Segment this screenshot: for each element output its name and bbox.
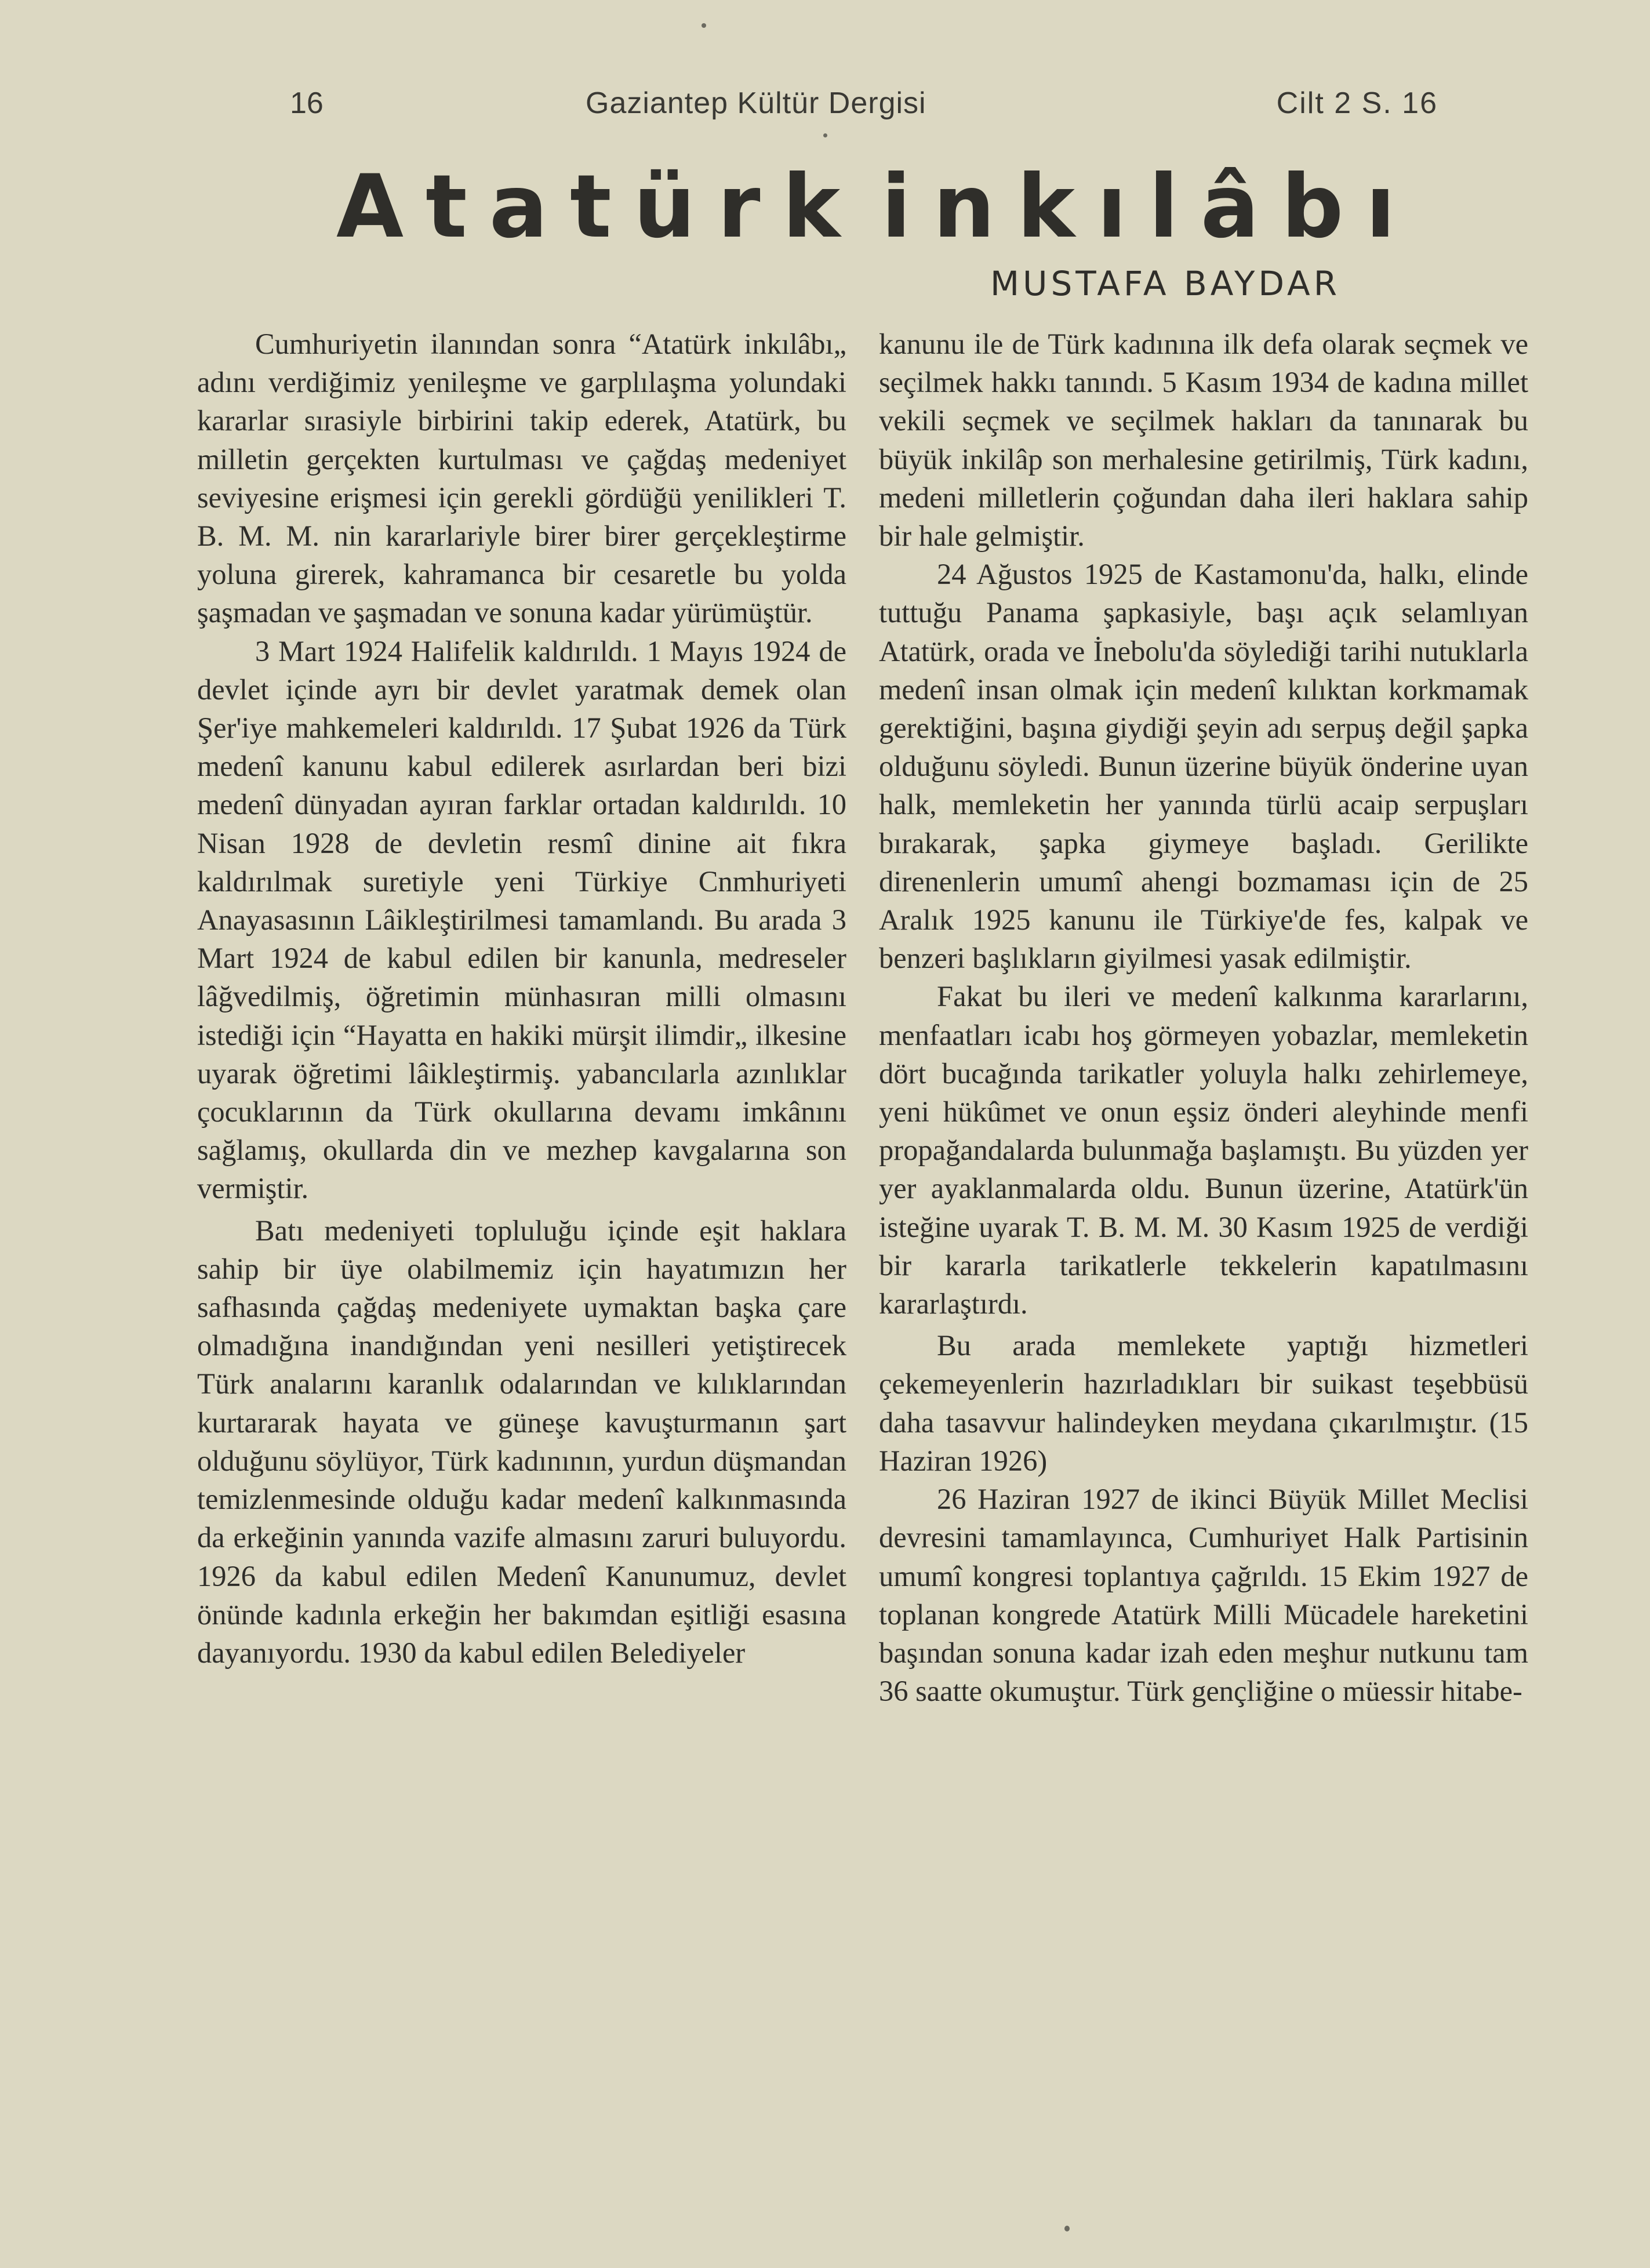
paragraph: Cumhuriyetin ilanından sonra “Atatürk inkılâbı„ adını verdiğimiz yenileşme ve garplılaşma yolundaki kararlar sırasiyle birbirini takip ederek, Atatürk, bu milletin gerçekten kurtulması ve çağdaş medeniyet seviyesine erişmesi için gerekli gördüğü yenilikleri T. B. M. M. nin kararlariyle birer birer gerçekleştirme yoluna girerek, kahramanca bir cesaretle bu yolda şaşmadan ve şaşmadan ve sonuna kadar yürümüştür. (197, 328, 846, 629)
running-header (290, 86, 1438, 132)
print-speck (823, 133, 827, 137)
paragraph: Fakat bu ileri ve medenî kalkınma kararlarını, menfaatları icabı hoş görmeyen yobazlar, memleketin dört bucağında tarikatler yoluyla halkı zehirlemeye, yeni hükûmet ve onun eşsiz önderi aleyhinde menfi propağandalarda bulunmağa başlamıştı. Bu yüzden yer yer ayaklanmalarda oldu. Bunun üzerine, Atatürk'ün isteğine uyarak T. B. M. M. 30 Kasım 1925 de verdiği bir kararla tarikatlerle tekkelerin kapatılmasını kararlaştırdı. (879, 980, 1528, 1320)
article-title (325, 157, 1418, 257)
paragraph: Batı medeniyeti topluluğu içinde eşit haklara sahip bir üye olabilmemiz için hayatımızın her safhasında çağdaş medeniyete uymaktan başka çare olmadığına inandığından yeni nesilleri yetiştirecek Türk analarını karanlık odalarından ve kılıklarından kurtararak hayata ve güneşe kavuşturmanın şart olduğunu söylüyor, Türk kadınının, yurdun düşmandan temizlenmesinde olduğu kadar medenî kalkınmasında da erkeğinin yanında vazife almasını zaruri buluyordu. 1926 da kabul edilen Medenî Kanunumuz, devlet önünde kadınla erkeğin her bakımdan eşitliği esasına dayanıyordu. 1930 da kabul edilen Belediyeler (197, 1214, 846, 1669)
paragraph: 3 Mart 1924 Halifelik kaldırıldı. 1 Mayıs 1924 de devlet içinde ayrı bir devlet yaratmak demek olan Şer'iye mahkemeleri kaldırıldı. 17 Şubat 1926 da Türk medenî kanunu kabul edilerek asırlardan beri bizi medenî dünyadan ayıran farklar ortadan kaldırıldı. 10 Nisan 1928 de devletin resmî dinine ait fıkra kaldırılmak suretiyle yeni Türkiye Cnmhuriyeti Anayasasının Lâikleştirilmesi tamamlandı. Bu arada 3 Mart 1924 de kabul edilen bir kanunla, medreseler lâğvedilmiş, öğretimin münhasıran milli olmasını istediği için “Hayatta en hakiki mürşit ilimdir„ ilkesine uyarak öğretimi lâikleştirmiş. yabancılarla azınlıklar çocuklarının da Türk okullarına devamı imkânını sağlamış, okullarda din ve mezhep kavgalarına son vermiştir. (197, 634, 846, 1205)
print-speck (702, 23, 706, 28)
page-number: 16 (290, 86, 324, 120)
title-word-1: Atatürk (336, 157, 863, 257)
print-speck (1064, 2226, 1070, 2231)
issue-number: Cilt 2 S. 16 (1276, 86, 1438, 120)
journal-name: Gaziantep Kültür Dergisi (586, 86, 926, 120)
title-word-2: inkılâbı (881, 157, 1418, 257)
paragraph: 26 Haziran 1927 de ikinci Büyük Millet Meclisi devresini tamamlayınca, Cumhuriyet Halk Partisinin umumî kongresi toplantıya çağrıldı. 15 Ekim 1927 de toplanan kongrede Atatürk Milli Mücadele hareketini başından sonuna kadar izah eden meşhur nutkunu tam 36 saatte okumuştur. Türk gençliğine o müessir hitabe- (879, 1483, 1528, 1708)
right-column (879, 325, 1528, 1710)
author-byline: MUSTAFA BAYDAR (990, 264, 1341, 303)
paragraph: 24 Ağustos 1925 de Kastamonu'da, halkı, elinde tuttuğu Panama şapkasiyle, başı açık selamlıyan Atatürk, orada ve İnebolu'da söylediği tarihi nutuklarla medenî insan olmak için medenî kılıktan korkmamak gerektiğini, başına giydiği şeyin adı serpuş değil şapka olduğunu söyledi. Bunun üzerine büyük önderine uyan halk, memleketin her yanında türlü acaip serpuşları bırakarak, şapka giymeye başladı. Gerilikte direnenlerin umumî ahengi bozmaması için de 25 Aralık 1925 kanunu ile Türkiye'de fes, kalpak ve benzeri başlıkların giyilmesi yasak edilmiştir. (879, 558, 1528, 975)
left-column (197, 325, 846, 1672)
paragraph: Bu arada memlekete yaptığı hizmetleri çekemeyenlerin hazırladıkları bir suikast teşebbüsü daha tasavvur halindeyken meydana çıkarılmıştır. (15 Haziran 1926) (879, 1329, 1528, 1477)
paragraph: kanunu ile de Türk kadınına ilk defa olarak seçmek ve seçilmek hakkı tanındı. 5 Kasım 1934 de kadına millet vekili seçmek ve seçilmek hakları da tanınarak bu büyük inkilâp son merhalesine getirilmiş, Türk kadını, medeni milletlerin çoğundan daha ileri haklara sahip bir hale gelmiştir. (879, 328, 1528, 553)
